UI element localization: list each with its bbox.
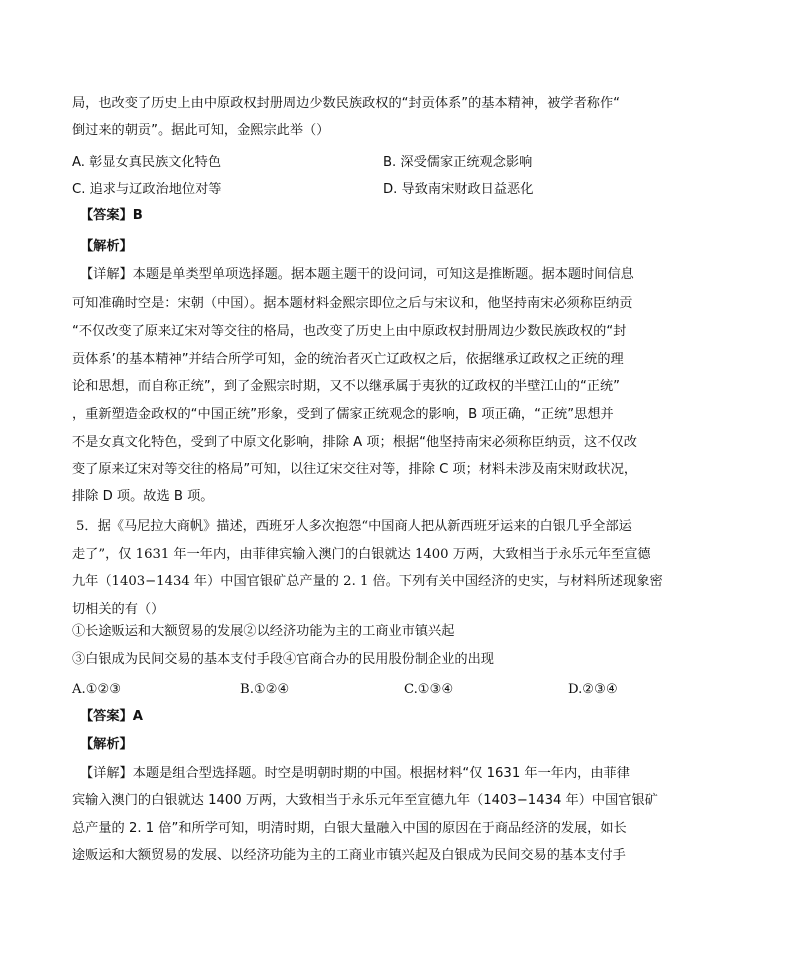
q5-stem-line-3: 九年（1403−1434 年）中国官银矿总产量的 2. 1 倍。下列有关中国经济的史实，与材料所述现象密 bbox=[72, 574, 663, 589]
q5-detail-line-2: 宾输入澳门的白银就达 1400 万两，大致相当于永乐元年至宣德九年（1403−1434 年）中国官银矿 bbox=[72, 793, 658, 808]
q5-stem-line-1: 5．据《马尼拉大商帆》描述，西班牙人多次抱怨“中国商人把从新西班牙运来的白银几乎全部运 bbox=[76, 519, 632, 534]
q4-detail-line-8: 变了原来辽宋对等交往的格局”可知，以往辽宋交往对等，排除 C 项；材料未涉及南宋财政状况， bbox=[72, 462, 638, 477]
q4-option-c: C. 追求与辽政治地位对等 bbox=[72, 182, 222, 197]
q4-analysis-label: 【解析】 bbox=[80, 239, 133, 254]
q4-detail-line-5: 论和思想，而自称正统”，到了金熙宗时期，又不以继承属于夷狄的辽政权的半壁江山的“正统” bbox=[72, 379, 620, 394]
q5-stem-line-4: 切相关的有（） bbox=[72, 602, 165, 617]
q4-stem-line-2: 倒过来的朝贡”。据此可知，金熙宗此举（） bbox=[72, 123, 330, 138]
q4-answer: 【答案】B bbox=[80, 208, 143, 223]
q5-option-b: B.①②④ bbox=[240, 682, 290, 697]
q4-detail-line-9: 排除 D 项。故选 B 项。 bbox=[72, 489, 214, 504]
q4-detail-line-3: “不仅改变了原来辽宋对等交往的格局，也改变了历史上由中原政权封册周边少数民族政权的“封 bbox=[72, 324, 627, 339]
q4-detail-line-7: 不是女真文化特色，受到了中原文化影响，排除 A 项；根据“他坚持南宋必须称臣纳贡，这不仅改 bbox=[72, 435, 637, 450]
q4-detail-line-6: ，重新塑造金政权的“中国正统”形象，受到了儒家正统观念的影响，B 项正确，“正统”思想并 bbox=[72, 407, 614, 422]
q5-option-c: C.①③④ bbox=[404, 682, 454, 697]
q5-detail-line-3: 总产量的 2. 1 倍”和所学可知，明清时期，白银大量融入中国的原因在于商品经济的发展，如长 bbox=[72, 821, 627, 836]
q5-detail-line-4: 途贩运和大额贸易的发展、以经济功能为主的工商业市镇兴起及白银成为民间交易的基本支付手 bbox=[72, 848, 626, 863]
q5-analysis-label: 【解析】 bbox=[80, 737, 133, 752]
q5-detail-line-1: 【详解】本题是组合型选择题。时空是明朝时期的中国。根据材料“仅 1631 年一年内，由菲律 bbox=[80, 766, 630, 781]
q5-stem-line-2: 走了”，仅 1631 年一年内，由菲律宾输入澳门的白银就达 1400 万两，大致相当于永乐元年至宣德 bbox=[72, 547, 651, 562]
q4-option-a: A. 彰显女真民族文化特色 bbox=[72, 155, 222, 170]
q4-option-d: D. 导致南宋财政日益恶化 bbox=[383, 182, 534, 197]
q4-stem-line-1: 局，也改变了历史上由中原政权封册周边少数民族政权的“封贡体系”的基本精神，被学者称作“ bbox=[72, 96, 620, 111]
q5-option-d: D.②③④ bbox=[568, 682, 618, 697]
q5-statements-line-1: ①长途贩运和大额贸易的发展②以经济功能为主的工商业市镇兴起 bbox=[72, 624, 455, 639]
q5-answer: 【答案】A bbox=[80, 709, 143, 724]
q5-statements-line-2: ③白银成为民间交易的基本支付手段④官商合办的民用股份制企业的出现 bbox=[72, 652, 494, 667]
q5-option-a: A.①②③ bbox=[72, 682, 122, 697]
q4-detail-line-2: 可知准确时空是：宋朝（中国）。据本题材料金熙宗即位之后与宋议和，他坚持南宋必须称臣纳贡 bbox=[72, 296, 633, 311]
q4-detail-line-4: 贡体系’的基本精神”并结合所学可知，金的统治者灭亡辽政权之后，依据继承辽政权之正统的理 bbox=[72, 352, 624, 367]
q4-option-b: B. 深受儒家正统观念影响 bbox=[383, 155, 533, 170]
q4-detail-line-1: 【详解】本题是单类型单项选择题。据本题主题干的设问词，可知这是推断题。据本题时间信息 bbox=[80, 267, 634, 282]
